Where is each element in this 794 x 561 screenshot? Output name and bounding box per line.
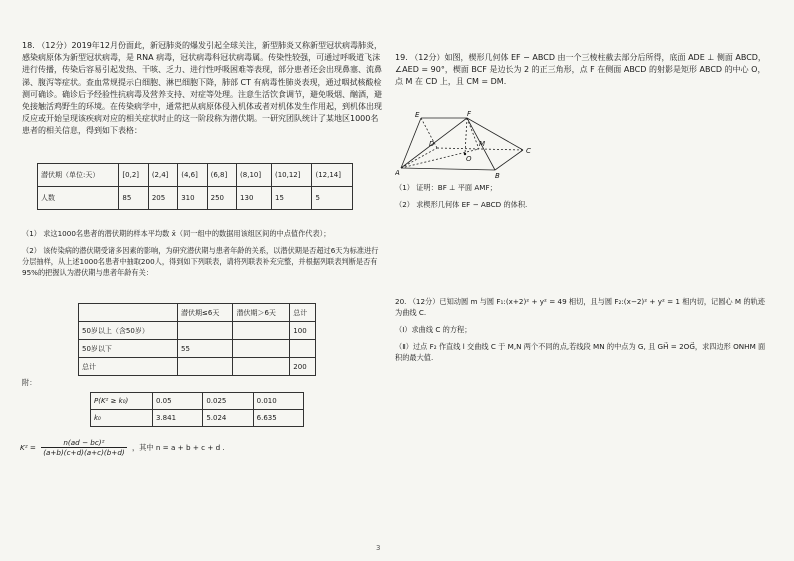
table-row bbox=[79, 322, 316, 340]
table-cell bbox=[233, 340, 290, 358]
table-row bbox=[38, 164, 353, 187]
fig-label-e: E bbox=[415, 111, 420, 119]
table-cell: (4,6] bbox=[178, 164, 207, 187]
q19-parts bbox=[395, 182, 770, 210]
table-cell: 3.841 bbox=[153, 410, 203, 427]
point-o bbox=[464, 153, 466, 155]
q19-stem: 19. （12分）如图，楔形几何体 EF − ABCD 由一个三棱柱截去部分后所得，底面 ADE ⊥ 侧面 ABCD，∠AED = 90°，楔面 BCF 是边长为 2 的正三角形，点 F 在侧面 ABCD 的射影是矩形 ABCD 的中心 O，点 M 在 CD 上，且 CM = DM. bbox=[395, 53, 766, 87]
table-cell bbox=[178, 322, 233, 340]
fig-label-a: A bbox=[395, 169, 400, 177]
table-cell: (8,10] bbox=[237, 164, 272, 187]
fig-label-m: M bbox=[479, 140, 486, 148]
table-cell: 50岁以下 bbox=[79, 340, 178, 358]
edge-dc bbox=[437, 148, 523, 150]
formula-fraction bbox=[41, 438, 126, 457]
chi-square-formula bbox=[20, 438, 225, 457]
page-number: 3 bbox=[376, 544, 381, 552]
table-cell: (2,4] bbox=[148, 164, 177, 187]
table-cell bbox=[290, 340, 316, 358]
edge-ab bbox=[401, 168, 495, 170]
table-cell: 潜伏期＞6天 bbox=[233, 304, 290, 322]
formula-denominator: (a+b)(c+d)(a+c)(b+d) bbox=[43, 448, 125, 457]
appendix-label: 附： bbox=[22, 378, 37, 387]
table-row bbox=[38, 187, 353, 210]
q18-parts bbox=[22, 228, 382, 278]
table-cell: 6.635 bbox=[253, 410, 303, 427]
q20-part1: （Ⅰ）求曲线 C 的方程； bbox=[395, 325, 472, 334]
table-cell: k₀ bbox=[91, 410, 153, 427]
question-18 bbox=[22, 40, 382, 138]
table-row bbox=[79, 358, 316, 376]
table-cell: 50岁以上（含50岁） bbox=[79, 322, 178, 340]
question-20 bbox=[395, 296, 770, 363]
table-cell: 55 bbox=[178, 340, 233, 358]
q18-part2: （2） 该传染病的潜伏期受诸多因素的影响，为研究潜伏期与患者年龄的关系，以潜伏期是否超过6天为标准进行分层抽样，从上述1000名患者中抽取200人，得到如下列联表，请将列联表补充完整，并根据列联表判断是否有95%的把握认为潜伏期与患者年龄有关： bbox=[22, 246, 379, 277]
table-cell: 250 bbox=[207, 187, 236, 210]
table-cell bbox=[79, 304, 178, 322]
table-cell: 潜伏期≤6天 bbox=[178, 304, 233, 322]
q20-part2: （Ⅱ）过点 F₂ 作直线 l 交曲线 C 于 M,N 两个不同的点,若线段 MN 的中点为 G, 且 GH⃗ = 2OG⃗，求四边形 ONHM 面积的最大值. bbox=[395, 342, 766, 362]
table-cell: 100 bbox=[290, 322, 316, 340]
table-cell bbox=[233, 322, 290, 340]
formula-numerator: n(ad − bc)² bbox=[41, 438, 126, 448]
formula-lhs: K² = bbox=[20, 443, 36, 452]
critical-value-table bbox=[90, 392, 304, 427]
table-cell: 310 bbox=[178, 187, 207, 210]
table-cell bbox=[178, 358, 233, 376]
q18-part1: （1） 求这1000名患者的潜伏期的样本平均数 x̄（同一组中的数据用该组区间的中点值作代表）； bbox=[22, 229, 331, 238]
wedge-figure bbox=[395, 108, 545, 180]
edge-fm bbox=[467, 118, 479, 149]
table-cell: 5.024 bbox=[203, 410, 253, 427]
table-cell: 205 bbox=[148, 187, 177, 210]
table-cell: 0.05 bbox=[153, 393, 203, 410]
q18-intro: 18. （12分）2019年12月份面此，新冠肺炎的爆发引起全球关注，新型肺炎又称新型冠状病毒肺炎，感染病原体为新型冠状病毒，是 RNA 病毒，冠状病毒科冠状病毒属。传染性较强，可通过呼吸道飞沫进行传播，传染后容易引起发热、干咳、乏力、进行性呼吸困难等表现，部分患者还会出现鼻塞、流鼻涕、腹泻等症状。查血常规提示白细胞、淋巴细胞下降，肺部 CT 有病毒性肺炎表现，通过咽拭核酸检测可确诊。确诊后予经验性抗病毒及营养支持、对症等处理。注意生活饮食调节，避免吸烟、酗酒，避免接触活鸡野生的环境。在传染病学中，通常把从病原体侵入机体或者对机体发生作用起，到机体出现反应或开始呈现该疾病对应的相关症状时止的这一阶段称为潜伏期。一研究团队统计了某地区1000名患者的相关信息，得到如下表格： bbox=[22, 41, 382, 136]
table-cell: 15 bbox=[271, 187, 312, 210]
fig-label-f: F bbox=[467, 110, 472, 118]
table-cell: 人数 bbox=[38, 187, 119, 210]
table-cell: 85 bbox=[119, 187, 148, 210]
table-cell: 总计 bbox=[290, 304, 316, 322]
incubation-table bbox=[37, 163, 353, 210]
table-cell: 200 bbox=[290, 358, 316, 376]
fig-label-d: D bbox=[429, 140, 435, 148]
table-row bbox=[91, 393, 304, 410]
fig-label-c: C bbox=[526, 147, 531, 155]
table-cell: 130 bbox=[237, 187, 272, 210]
table-cell: 总计 bbox=[79, 358, 178, 376]
table-cell: (12,14] bbox=[312, 164, 353, 187]
table-cell: 0.025 bbox=[203, 393, 253, 410]
table-cell: 5 bbox=[312, 187, 353, 210]
edge-bc bbox=[495, 150, 523, 170]
q20-stem: 20. （12分）已知动圆 m 与圆 F₁:(x+2)² + y² = 49 相切，且与圆 F₂:(x−2)² + y² = 1 相内切，记圆心 M 的轨迹为曲线 C. bbox=[395, 297, 765, 317]
q19-part1: （1） 证明：BF ⊥ 平面 AMF； bbox=[395, 183, 497, 192]
formula-tail: ，其中 n = a + b + c + d . bbox=[131, 442, 225, 452]
q19-part2: （2） 求楔形几何体 EF − ABCD 的体积. bbox=[395, 200, 528, 209]
question-19 bbox=[395, 52, 770, 89]
table-cell bbox=[233, 358, 290, 376]
table-row bbox=[91, 410, 304, 427]
table-cell: (6,8] bbox=[207, 164, 236, 187]
table-cell: P(K² ≥ k₀) bbox=[91, 393, 153, 410]
edge-ad bbox=[401, 148, 437, 168]
table-row bbox=[79, 304, 316, 322]
table-cell: [0,2] bbox=[119, 164, 148, 187]
table-cell: 潜伏期（单位:天） bbox=[38, 164, 119, 187]
fig-label-b: B bbox=[495, 172, 500, 180]
table-cell: 0.010 bbox=[253, 393, 303, 410]
contingency-table bbox=[78, 303, 316, 376]
fig-label-o: O bbox=[466, 155, 472, 163]
table-cell: (10,12] bbox=[271, 164, 312, 187]
table-row bbox=[79, 340, 316, 358]
